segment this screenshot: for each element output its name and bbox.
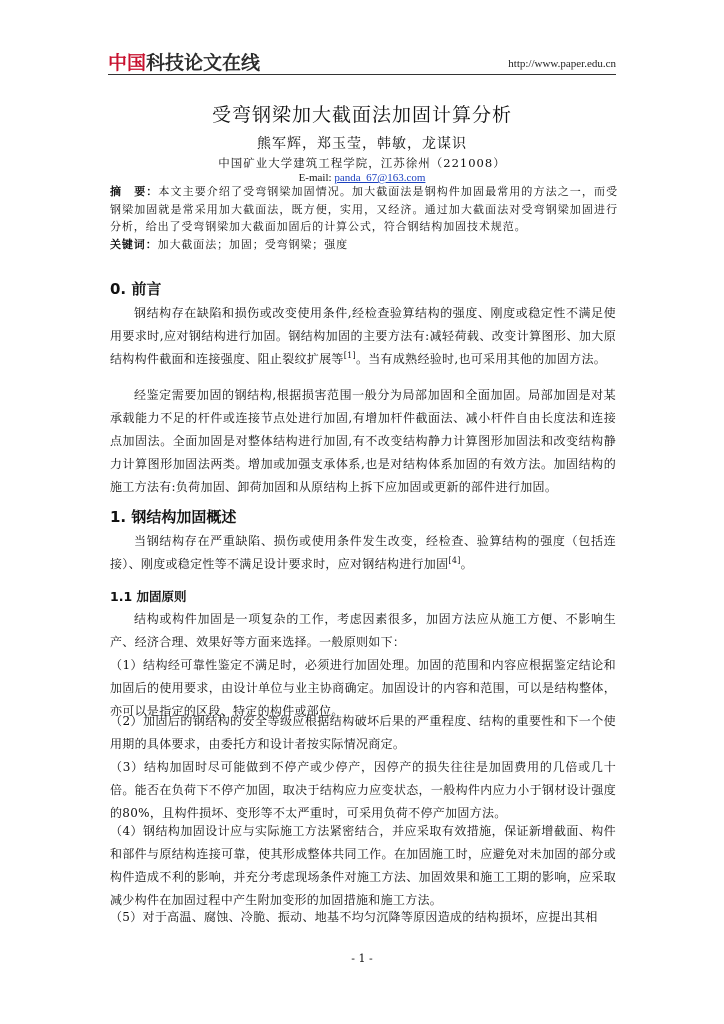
- abstract-text: 本文主要介绍了受弯钢梁加固情况。加大截面法是钢构件加固最常用的方法之一，而受钢梁加固就是常采用加大截面法，既方便，实用，又经济。通过加大截面法对受弯钢梁加固进行分析，给出了受弯钢梁加大截面加固后的计算公式，符合钢结构加固技术规范。: [110, 185, 618, 233]
- paper-authors: 熊军辉，郑玉莹，韩敏，龙谋识: [257, 136, 467, 152]
- abstract: [110, 183, 618, 236]
- page-header: [108, 46, 616, 76]
- principle-item-4: （4）钢结构加固设计应与实际施工方法紧密结合，并应采取有效措施，保证新增截面、构件和部件与原结构连接可靠，使其形成整体共同工作。在加固施工时，应避免对未加固的部分或构件造成不利的影响，并充分考虑现场条件对施工方法、加固效果和施工工期的影响，应采取减少构件在加固过程中产生附加变形的加固措施和施工方法。: [110, 824, 616, 907]
- principle-item-3: （3）结构加固时尽可能做到不停产或少停产，因停产的损失往往是加固费用的几倍或几十倍。能否在负荷下不停产加固，取决于结构应力应变状态，一般构件内应力小于钢材设计强度的80%，且构件损坏、变形等不太严重时，可采用负荷不停产加固方法。: [110, 760, 616, 820]
- logo-text-sci-paper-online: 科技论文在线: [146, 52, 261, 74]
- section-1-heading: 1. 钢结构加固概述: [110, 508, 237, 526]
- citation-4[interactable]: [4]: [448, 556, 461, 565]
- principle-item-2: （2）加固后的钢结构的安全等级应根据结构破坏后果的严重程度、结构的重要性和下一个使用期的具体要求，由委托方和设计者按实际情况商定。: [110, 714, 616, 751]
- section-0-paragraph-1: [110, 302, 616, 371]
- s1p1-text-b: 。: [460, 557, 473, 571]
- paper-title: 受弯钢梁加大截面法加固计算分析: [211, 104, 512, 126]
- journal-logo: [108, 48, 260, 75]
- header-url[interactable]: http://www.paper.edu.cn: [508, 58, 616, 70]
- email-link[interactable]: panda_67@163.com: [334, 172, 426, 184]
- s0p1-text-a: 钢结构存在缺陷和损伤或改变使用条件,经检查验算结构的强度、刚度或稳定性不满足使用要求时,应对钢结构进行加固。钢结构加固的主要方法有:减轻荷载、改变计算图形、加大原结构构件截面和连接强度、阻止裂纹扩展等: [110, 306, 616, 366]
- paper-affiliation: 中国矿业大学建筑工程学院，江苏徐州（221008）: [218, 156, 506, 170]
- keywords: [110, 236, 618, 252]
- s1p1-text-a: 当钢结构存在严重缺陷、损伤或使用条件发生改变，经检查、验算结构的强度（包括连接）、刚度或稳定性等不满足设计要求时，应对钢结构进行加固: [110, 534, 616, 571]
- section-1-paragraph-1: [110, 530, 616, 576]
- logo-text-china: 中国: [108, 52, 147, 74]
- section-0-heading: 0. 前言: [110, 280, 162, 298]
- section-0-paragraph-2: 经鉴定需要加固的钢结构,根据损害范围一般分为局部加固和全面加固。局部加固是对某承载能力不足的杆件或连接节点处进行加固,有增加杆件截面法、减小杆件自由长度法和连接点加固法。全面加固是对整体结构进行加固,有不改变结构静力计算图形加固法和改变结构静力计算图形加固法两类。增加或加强支承体系,也是对结构体系加固的有效方法。加固结构的施工方法有:负荷加固、卸荷加固和从原结构上拆下应加固或更新的部件进行加固。: [110, 388, 616, 494]
- section-1-1-heading: 1.1 加固原则: [110, 589, 187, 604]
- keywords-label: 关键词：: [110, 238, 158, 251]
- principle-item-5: （5）对于高温、腐蚀、冷脆、振动、地基不均匀沉降等原因造成的结构损坏，应提出其相: [110, 910, 598, 924]
- principle-item-1: （1）结构经可靠性鉴定不满足时，必须进行加固处理。加固的范围和内容应根据鉴定结论和加固后的使用要求，由设计单位与业主协商确定。加固设计的内容和范围，可以是结构整体，亦可以是指定的区段、特定的构件或部位。: [110, 658, 616, 718]
- email-label: E-mail:: [298, 172, 335, 184]
- keywords-text: 加大截面法；加固；受弯钢梁；强度: [157, 238, 349, 251]
- abstract-label: 摘 要：: [110, 185, 159, 198]
- s0p1-text-b: 。当有成熟经验时,也可采用其他的加固方法。: [355, 352, 607, 366]
- section-1-1-intro: 结构或构件加固是一项复杂的工作，考虑因素很多，加固方法应从施工方便、不影响生产、经济合理、效果好等方面来选择。一般原则如下：: [110, 612, 616, 649]
- header-divider: [108, 74, 616, 75]
- page-number: - 1 -: [351, 952, 373, 965]
- citation-1[interactable]: [1]: [343, 351, 356, 360]
